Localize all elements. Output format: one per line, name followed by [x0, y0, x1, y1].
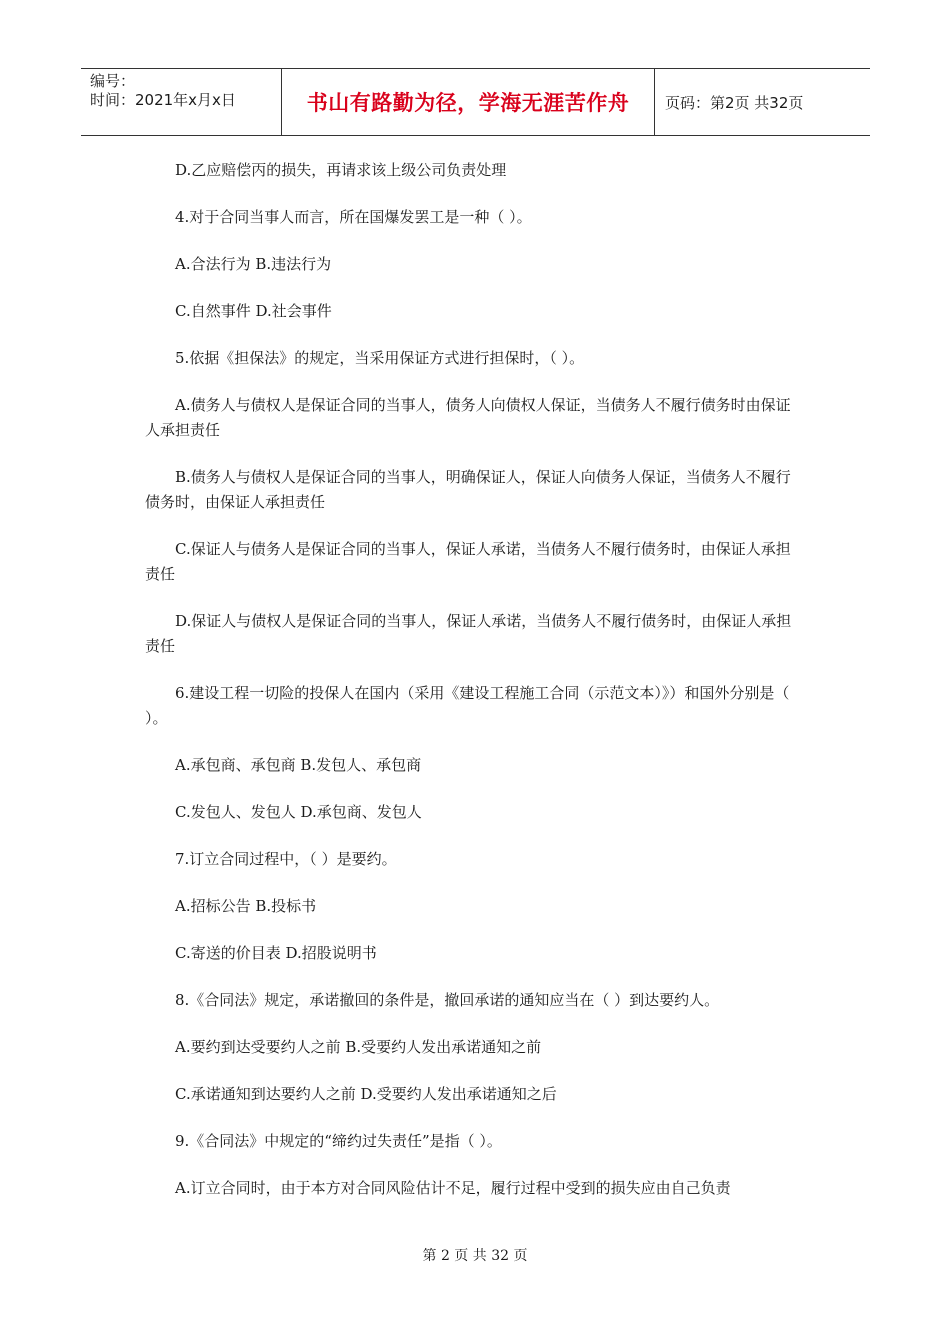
answer-option: A.债务人与债权人是保证合同的当事人，债务人向债权人保证，当债务人不履行债务时由保证人承担责任: [145, 396, 791, 439]
header-motto: 书山有路勤为径，学海无涯苦作舟: [282, 69, 655, 135]
answer-options: C.自然事件 D.社会事件: [175, 302, 332, 320]
answer-option: C.保证人与债务人是保证合同的当事人，保证人承诺，当债务人不履行债务时，由保证人承担责任: [145, 540, 791, 583]
question: 7.订立合同过程中，（ ）是要约。: [175, 850, 397, 868]
document-time: 时间：2021年x月x日: [90, 91, 236, 109]
answer-option: A.订立合同时，由于本方对合同风险估计不足，履行过程中受到的损失应由自己负责: [175, 1179, 731, 1197]
question: 9.《合同法》中规定的“缔约过失责任”是指（ ）。: [175, 1132, 502, 1150]
question: 5.依据《担保法》的规定，当采用保证方式进行担保时，（ ）。: [175, 349, 585, 367]
question: 4.对于合同当事人而言，所在国爆发罢工是一种（ ）。: [175, 208, 532, 226]
answer-option: B.债务人与债权人是保证合同的当事人，明确保证人，保证人向债务人保证，当债务人不履行债务时，由保证人承担责任: [145, 468, 791, 511]
header-meta: [81, 69, 282, 135]
answer-options: A.合法行为 B.违法行为: [175, 255, 332, 273]
answer-options: A.招标公告 B.投标书: [175, 897, 317, 915]
answer-options: C.寄送的价目表 D.招股说明书: [175, 944, 377, 962]
answer-option: D.保证人与债权人是保证合同的当事人，保证人承诺，当债务人不履行债务时，由保证人承担责任: [145, 612, 792, 655]
document-body: [145, 158, 805, 1223]
document-number-label: 编号：: [90, 72, 136, 90]
answer-options: A.要约到达受要约人之前 B.受要约人发出承诺通知之前: [175, 1038, 542, 1056]
question: 6.建设工程一切险的投保人在国内（采用《建设工程施工合同（示范文本）》）和国外分别是（ ）。: [145, 684, 790, 727]
page-footer: 第 2 页 共 32 页: [422, 1248, 528, 1264]
answer-options: C.发包人、发包人 D.承包商、发包人: [175, 803, 422, 821]
page-header: [81, 68, 870, 136]
question: 8.《合同法》规定，承诺撤回的条件是，撤回承诺的通知应当在（ ）到达要约人。: [175, 991, 720, 1009]
paragraph: D.乙应赔偿丙的损失，再请求该上级公司负责处理: [175, 161, 507, 179]
answer-options: A.承包商、承包商 B.发包人、承包商: [175, 756, 422, 774]
header-page-info: 页码：第2页 共32页: [665, 93, 804, 112]
answer-options: C.承诺通知到达要约人之前 D.受要约人发出承诺通知之后: [175, 1085, 557, 1103]
